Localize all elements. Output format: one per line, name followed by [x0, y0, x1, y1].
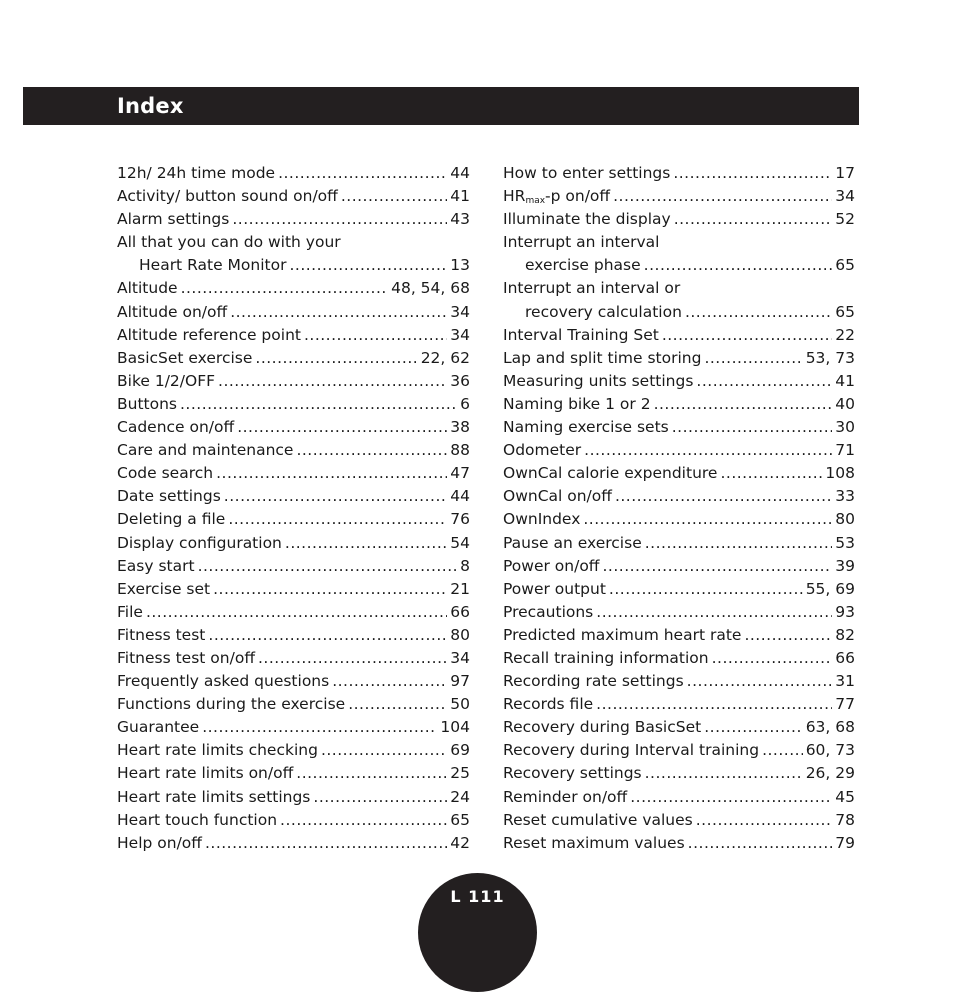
dot-leader — [674, 208, 833, 231]
index-entry — [117, 162, 470, 185]
index-page-number: 93 — [835, 602, 855, 621]
index-term: Guarantee — [117, 718, 200, 737]
index-page-number: 40 — [835, 394, 855, 413]
index-page-number: 63, 68 — [805, 718, 855, 737]
index-term: Recovery settings — [503, 764, 642, 783]
dot-leader — [609, 578, 803, 601]
index-term: Fitness test on/off — [117, 648, 255, 667]
index-page-number: 55, 69 — [805, 579, 855, 598]
index-term: Care and maintenance — [117, 441, 294, 460]
index-entry — [503, 786, 855, 809]
dot-leader — [224, 485, 447, 508]
index-entry — [117, 439, 470, 462]
index-entry — [503, 370, 855, 393]
index-entry — [117, 601, 470, 624]
index-column-right — [503, 162, 855, 855]
index-term: Interrupt an interval or — [503, 279, 681, 298]
index-entry — [503, 485, 855, 508]
index-entry — [503, 578, 855, 601]
index-term: BasicSet exercise — [117, 348, 253, 367]
index-page-number: 66 — [835, 648, 855, 667]
index-page-number: 65 — [835, 256, 855, 275]
index-term: Code search — [117, 464, 214, 483]
index-page-number: 6 — [460, 394, 470, 413]
dot-leader — [278, 162, 447, 185]
index-term: File — [117, 602, 143, 621]
index-page-number: 22, 62 — [420, 348, 470, 367]
page-title: Index — [117, 94, 184, 118]
index-entry — [117, 670, 470, 693]
dot-leader — [762, 739, 803, 762]
index-term: Bike 1/2/OFF — [117, 371, 216, 390]
index-entry — [503, 670, 855, 693]
index-term: Naming exercise sets — [503, 418, 669, 437]
index-entry — [503, 462, 855, 485]
index-entry — [503, 162, 855, 185]
index-page-number: 88 — [450, 441, 470, 460]
index-term: recovery calculation — [525, 302, 682, 321]
index-entry — [117, 532, 470, 555]
index-entry — [503, 393, 855, 416]
index-page-number: 38 — [450, 418, 470, 437]
index-page-number: 80 — [835, 510, 855, 529]
index-term: Lap and split time storing — [503, 348, 702, 367]
dot-leader — [180, 393, 457, 416]
index-page-number: 66 — [450, 602, 470, 621]
index-term: Functions during the exercise — [117, 695, 346, 714]
dot-leader — [696, 370, 832, 393]
dot-leader — [583, 508, 832, 531]
dot-leader — [662, 324, 832, 347]
index-term: Alarm settings — [117, 210, 230, 229]
dot-leader — [258, 647, 447, 670]
index-term: Altitude on/off — [117, 302, 228, 321]
index-page-number: 34 — [450, 648, 470, 667]
index-entry — [117, 508, 470, 531]
index-entry — [503, 532, 855, 555]
dot-leader — [672, 416, 833, 439]
index-term: Pause an exercise — [503, 533, 642, 552]
index-term: exercise phase — [525, 256, 641, 275]
index-entry — [117, 693, 470, 716]
dot-leader — [720, 462, 822, 485]
index-page-number: 42 — [450, 833, 470, 852]
index-page-number: 36 — [450, 371, 470, 390]
index-term: Recovery during Interval training — [503, 741, 760, 760]
index-term: Power output — [503, 579, 606, 598]
index-header-bar — [23, 87, 859, 125]
index-page-number: 76 — [450, 510, 470, 529]
dot-leader — [232, 208, 447, 231]
index-term: Interval Training Set — [503, 325, 659, 344]
dot-leader — [218, 370, 447, 393]
dot-leader — [596, 601, 832, 624]
dot-leader — [696, 809, 833, 832]
dot-leader — [198, 555, 458, 578]
index-page-number: 13 — [450, 256, 470, 275]
index-page-number: 26, 29 — [805, 764, 855, 783]
index-term: Illuminate the display — [503, 210, 671, 229]
index-term: Frequently asked questions — [117, 672, 330, 691]
index-entry — [117, 647, 470, 670]
index-page-number: 65 — [835, 302, 855, 321]
dot-leader — [296, 439, 447, 462]
dot-leader — [630, 786, 832, 809]
dot-leader — [321, 739, 447, 762]
index-page-number: 41 — [835, 371, 855, 390]
index-term: OwnCal calorie expenditure — [503, 464, 718, 483]
index-page-number: 8 — [460, 556, 470, 575]
index-entry — [117, 301, 470, 324]
index-entry — [503, 624, 855, 647]
index-term: Naming bike 1 or 2 — [503, 394, 651, 413]
index-entry — [117, 277, 470, 300]
index-page-number: 17 — [835, 164, 855, 182]
index-term: Measuring units settings — [503, 371, 694, 390]
index-entry — [503, 301, 855, 324]
index-entry — [117, 739, 470, 762]
index-page-number: 104 — [440, 718, 470, 737]
index-page-number: 30 — [835, 418, 855, 437]
dot-leader — [255, 347, 417, 370]
index-entry — [117, 485, 470, 508]
index-entry — [117, 624, 470, 647]
dot-leader — [704, 347, 802, 370]
index-page-number: 97 — [450, 672, 470, 691]
dot-leader — [202, 716, 437, 739]
index-page-number: 77 — [835, 695, 855, 714]
index-entry — [503, 716, 855, 739]
index-term: Buttons — [117, 394, 177, 413]
dot-leader — [208, 624, 447, 647]
index-entry — [117, 716, 470, 739]
dot-leader — [645, 532, 833, 555]
index-page-number: 60, 73 — [805, 741, 855, 760]
index-page-number: 34 — [450, 325, 470, 344]
page-number-label: L 111 — [450, 887, 505, 906]
dot-leader — [280, 809, 447, 832]
dot-leader — [228, 508, 447, 531]
index-term: Power on/off — [503, 556, 600, 575]
index-term: Exercise set — [117, 579, 211, 598]
index-column-left — [117, 162, 470, 855]
index-entry — [503, 508, 855, 531]
index-entry — [117, 462, 470, 485]
index-page-number: 41 — [450, 187, 470, 206]
index-page-number: 22 — [835, 325, 855, 344]
index-page-number: 53, 73 — [805, 348, 855, 367]
index-entry — [117, 809, 470, 832]
index-term: Recording rate settings — [503, 672, 684, 691]
index-term: Altitude reference point — [117, 325, 301, 344]
index-entry — [117, 185, 470, 208]
index-entry — [117, 393, 470, 416]
index-entry — [503, 693, 855, 716]
index-entry — [503, 739, 855, 762]
index-entry — [503, 254, 855, 277]
dot-leader — [644, 254, 833, 277]
index-term: Heart rate limits settings — [117, 787, 311, 806]
index-page-number: 21 — [450, 579, 470, 598]
index-entry — [117, 254, 470, 277]
index-entry — [503, 809, 855, 832]
index-entry — [503, 601, 855, 624]
dot-leader — [348, 693, 447, 716]
dot-leader — [289, 254, 447, 277]
index-term: Records file — [503, 695, 594, 714]
index-term: Reminder on/off — [503, 787, 628, 806]
index-term: Altitude — [117, 279, 178, 298]
index-term: Activity/ button sound on/off — [117, 187, 338, 206]
index-page-number: 31 — [835, 672, 855, 691]
dot-leader — [654, 393, 833, 416]
index-entry — [117, 578, 470, 601]
dot-leader — [673, 162, 832, 185]
index-page-number: 82 — [835, 625, 855, 644]
index-entry — [503, 277, 855, 300]
index-page-number: 65 — [450, 810, 470, 829]
dot-leader — [181, 277, 389, 300]
index-term: Help on/off — [117, 833, 202, 852]
index-page-number: 71 — [835, 441, 855, 460]
index-page-number: 34 — [835, 187, 855, 206]
index-term: OwnCal on/off — [503, 487, 612, 506]
index-term: Recall training information — [503, 648, 709, 667]
index-term: Predicted maximum heart rate — [503, 625, 742, 644]
index-term: Interrupt an interval — [503, 233, 660, 252]
index-entry — [117, 347, 470, 370]
index-entry — [503, 347, 855, 370]
index-entry — [117, 762, 470, 785]
index-term: All that you can do with your — [117, 233, 341, 252]
index-page-number: 25 — [450, 764, 470, 783]
index-page-number: 52 — [835, 210, 855, 229]
dot-leader — [704, 716, 802, 739]
dot-leader — [146, 601, 447, 624]
index-term: Date settings — [117, 487, 221, 506]
page-number-tab — [418, 873, 537, 992]
index-term: Heart touch function — [117, 810, 278, 829]
dot-leader — [230, 301, 447, 324]
index-page-number: 79 — [835, 833, 855, 852]
index-page-number: 53 — [835, 533, 855, 552]
index-entry — [503, 647, 855, 670]
index-page-number: 54 — [450, 533, 470, 552]
index-page-number: 34 — [450, 302, 470, 321]
dot-leader — [313, 786, 447, 809]
index-entry — [117, 208, 470, 231]
index-term: Heart rate limits on/off — [117, 764, 294, 783]
dot-leader — [341, 185, 447, 208]
index-term: OwnIndex — [503, 510, 581, 529]
index-term: Easy start — [117, 556, 195, 575]
index-term: Precautions — [503, 602, 594, 621]
index-term: Deleting a file — [117, 510, 226, 529]
index-term: Heart rate limits checking — [117, 741, 318, 760]
index-page-number: 39 — [835, 556, 855, 575]
index-page-number: 69 — [450, 741, 470, 760]
dot-leader — [602, 555, 832, 578]
index-page-number: 80 — [450, 625, 470, 644]
index-term: Recovery during BasicSet — [503, 718, 702, 737]
index-entry — [503, 185, 855, 208]
index-term: How to enter settings — [503, 164, 671, 182]
dot-leader — [304, 324, 447, 347]
index-entry — [117, 370, 470, 393]
index-entry — [503, 439, 855, 462]
index-entry — [503, 832, 855, 855]
dot-leader — [216, 462, 447, 485]
dot-leader — [712, 647, 833, 670]
index-page-number: 50 — [450, 695, 470, 714]
dot-leader — [615, 485, 832, 508]
index-entry — [117, 786, 470, 809]
dot-leader — [687, 670, 833, 693]
index-term: Fitness test — [117, 625, 206, 644]
dot-leader — [645, 762, 803, 785]
index-page-number: 48, 54, 68 — [391, 279, 470, 298]
index-page-number: 47 — [450, 464, 470, 483]
index-entry — [503, 555, 855, 578]
index-page-number: 44 — [450, 487, 470, 506]
index-term: Display configuration — [117, 533, 282, 552]
index-entry — [117, 832, 470, 855]
dot-leader — [744, 624, 832, 647]
index-page-number: 24 — [450, 787, 470, 806]
dot-leader — [584, 439, 832, 462]
index-entry — [503, 324, 855, 347]
index-page-number: 43 — [450, 210, 470, 229]
dot-leader — [596, 693, 832, 716]
index-term: $HR_{max}-p$ on/off — [503, 187, 611, 207]
dot-leader — [296, 762, 447, 785]
index-entry — [117, 416, 470, 439]
dot-leader — [685, 301, 832, 324]
dot-leader — [688, 832, 833, 855]
index-term: Odometer — [503, 441, 582, 460]
dot-leader — [205, 832, 447, 855]
dot-leader — [285, 532, 447, 555]
index-term: Heart Rate Monitor — [139, 256, 287, 275]
index-term: 12h/ 24h time mode — [117, 164, 276, 182]
dot-leader — [237, 416, 447, 439]
index-page-number: 44 — [450, 164, 470, 182]
dot-leader — [332, 670, 447, 693]
index-entry — [117, 555, 470, 578]
index-page-number: 45 — [835, 787, 855, 806]
dot-leader — [213, 578, 447, 601]
index-page-number: 33 — [835, 487, 855, 506]
index-term: Reset maximum values — [503, 833, 685, 852]
index-entry — [503, 208, 855, 231]
index-page-number: 78 — [835, 810, 855, 829]
index-entry — [117, 231, 470, 254]
index-entry — [503, 762, 855, 785]
index-term: Reset cumulative values — [503, 810, 693, 829]
index-term: Cadence on/off — [117, 418, 235, 437]
dot-leader — [613, 185, 832, 208]
index-page-number: 108 — [825, 464, 855, 483]
index-entry — [503, 231, 855, 254]
index-entry — [503, 416, 855, 439]
index-entry — [117, 324, 470, 347]
